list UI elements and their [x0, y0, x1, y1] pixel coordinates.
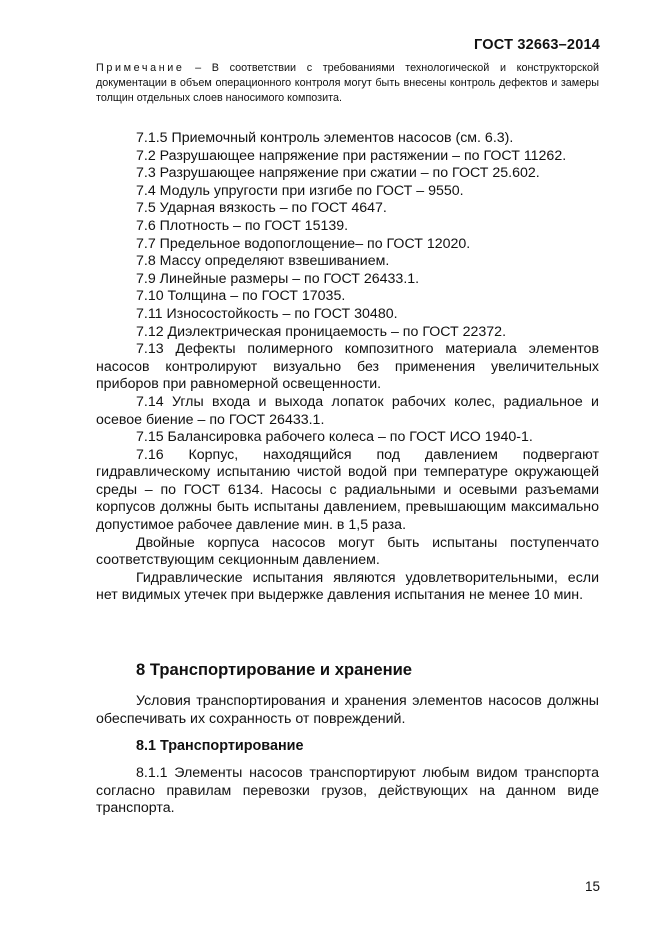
clause-7-11: 7.11 Износостойкость – по ГОСТ 30480. [136, 305, 398, 322]
clause-7-1-5: 7.1.5 Приемочный контроль элементов насосов (см. 6.3). [136, 130, 514, 146]
note-paragraph [96, 61, 599, 107]
clause-7-14: 7.14 Углы входа и выхода лопаток рабочих колес, радиальное и осевое биение – по ГОСТ 26433.1. [96, 393, 599, 428]
clause-8-1-1: 8.1.1 Элементы насосов транспортируют любым видом транспорта согласно правилам перевозки грузов, действующих на данном виде транспорта. [96, 765, 599, 817]
clause-7-16-hydraulic-test: Гидравлические испытания являются удовлетворительными, если нет видимых утечек при выдержке давления испытания не менее 10 мин. [96, 569, 599, 604]
note-text: – В соответствии с требованиями технологической и конструкторской документации в объем операционного контроля могут быть внесены контроль дефектов и замеры толщин отдельных слоев наносимого композита. [96, 62, 599, 105]
note-label: Примечание [96, 62, 185, 74]
document-header: ГОСТ 32663–2014 [474, 37, 600, 53]
clause-7-9: 7.9 Линейные размеры – по ГОСТ 26433.1. [136, 270, 420, 287]
section-8-intro: Условия транспортирования и хранения элементов насосов должны обеспечивать их сохранность от повреждений. [96, 693, 599, 727]
section-8-intro-block [96, 693, 599, 728]
clause-7-3: 7.3 Разрушающее напряжение при сжатии – по ГОСТ 25.602. [136, 165, 540, 182]
subsection-8-1-block [96, 765, 599, 818]
page-number: 15 [584, 879, 600, 894]
clause-7-15: 7.15 Балансировка рабочего колеса – по ГОСТ ИСО 1940-1. [136, 429, 533, 446]
clause-7-7: 7.7 Предельное водопоглощение– по ГОСТ 12020. [136, 235, 471, 252]
clause-7-6: 7.6 Плотность – по ГОСТ 15139. [136, 217, 349, 234]
section-8-heading: 8 Транспортирование и хранение [136, 660, 413, 679]
clause-7-13: 7.13 Дефекты полимерного композитного материала элементов насосов контролируют визуально без применения увеличительных приборов при равномерной освещенности. [96, 341, 599, 393]
clause-7-16-double-casing: Двойные корпуса насосов могут быть испытаны поступенчато соответствующим секционным давлением. [96, 534, 599, 569]
clause-7-10: 7.10 Толщина – по ГОСТ 17035. [136, 288, 346, 305]
clause-7-4: 7.4 Модуль упругости при изгибе по ГОСТ – 9550. [136, 182, 464, 199]
clause-7-5: 7.5 Ударная вязкость – по ГОСТ 4647. [136, 200, 387, 217]
subsection-8-1-heading: 8.1 Транспортирование [136, 738, 304, 754]
clauses-block [96, 130, 599, 605]
clause-7-2: 7.2 Разрушающее напряжение при растяжении – по ГОСТ 11262. [136, 147, 567, 164]
clause-7-8: 7.8 Массу определяют взвешиванием. [136, 253, 390, 270]
clause-7-16: 7.16 Корпус, находящийся под давлением подвергают гидравлическому испытанию чистой водой при температуре окружающей среды – по ГОСТ 6134. Насосы с радиальными и осевыми разъемами корпусов должны быть испытаны давлением, превышающим максимально допустимое рабочее давление мин. в 1,5 раза. [96, 446, 599, 534]
clause-7-12: 7.12 Диэлектрическая проницаемость – по ГОСТ 22372. [136, 323, 507, 340]
